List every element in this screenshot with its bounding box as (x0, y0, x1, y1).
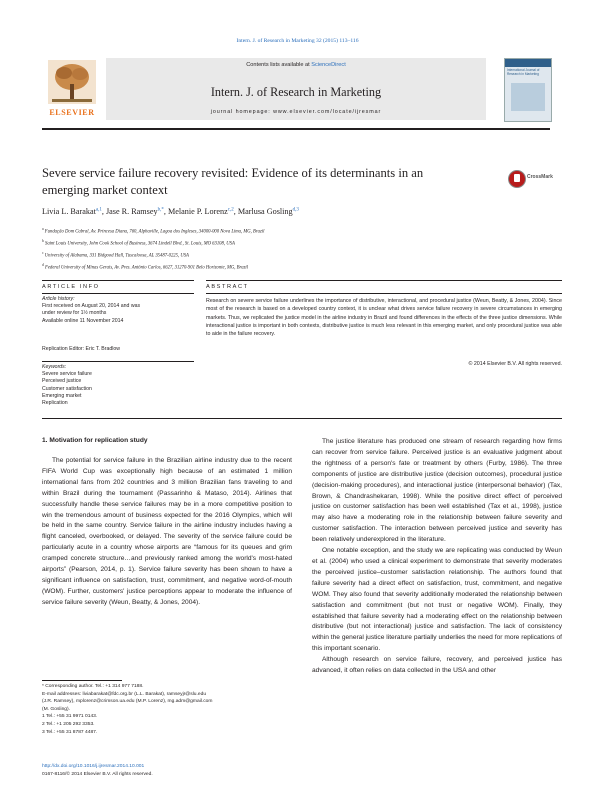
keyword-item: Customer satisfaction (42, 385, 92, 392)
history-label: Article history: (42, 296, 75, 302)
abstract-text: Research on severe service failure underlines the importance of distributive, interactional, and procedural justice (Weun, Beatty, & Jones, 2004). Since most of the research is based on a developed country context, it is unclear what drives service failure recovery in severe circumstances in emerging markets. Thus, we replicated the justice model in the airline industry in Brazil and found differences in the effects of the three justice dimensions. While interactional justice is important in both contexts, distributive justice is much less relevant in this emerging market, and only procedural justice was able to aide in the failure recovery. (206, 298, 562, 338)
abstract-rule-bottom (42, 418, 562, 419)
doi-block (42, 763, 153, 778)
elsevier-logo[interactable] (42, 58, 102, 122)
history-line: First received on August 20, 2014 and was (42, 303, 141, 310)
elsevier-tree-icon (48, 60, 96, 104)
abstract-rule (206, 293, 562, 294)
author-sup[interactable]: c,2 (227, 207, 234, 213)
affiliation-item: $^b$ Saint Louis University, John Cook School of Business, 3674 Lindell Blvd., St. Louis, MO 63108, USA (42, 239, 235, 247)
footnote-item: 3 Tel.: +55 31 8787 4487. (42, 729, 98, 735)
article-info-rule-top (42, 280, 194, 281)
author-sup[interactable]: b,* (157, 207, 164, 213)
author-name[interactable]: Melanie P. Lorenz (167, 207, 228, 216)
running-head[interactable]: Intern. J. of Research in Marketing 32 (2015) 113–116 (236, 38, 359, 44)
contents-prefix: Contents lists available at (246, 62, 312, 68)
header-rule (42, 128, 550, 130)
journal-banner (42, 58, 550, 122)
footnote-item: 1 Tel.: +55 31 9971 0143. (42, 714, 98, 720)
keyword-item: Emerging market (42, 392, 82, 399)
journal-title: Intern. J. of Research in Marketing (210, 85, 382, 99)
author-sup[interactable]: a,1 (95, 207, 102, 213)
crossmark-icon (508, 170, 526, 188)
article-info-heading: ARTICLE INFO (42, 284, 100, 290)
issn-line: 0167-8116/© 2014 Elsevier B.V. All rights reserved. (42, 771, 153, 777)
cover-band (505, 59, 551, 67)
footnote-item: 2 Tel.: +1 205 292 3353. (42, 721, 95, 727)
body-paragraph: The justice literature has produced one stream of research regarding how firms can recover from service failure. Perceived justice is an evaluative judgment about the rightness of a person's fate or treatment by others (Furby, 1986). The three components of justice are distributive justice (decision outcomes), procedural justice (decision-making procedures), and interactional justice (interpersonal behavior) (Tax, Brown, & Chandrashekaran, 1998). While the positive direct effect of perceived justice on customer satisfaction has been well established (Tax et al., 1998), justice may also have a moderating role in the relationship between failure severity and customer satisfaction. The interaction between perceived justice and severity has been relatively underexplored in the literature. (312, 438, 562, 544)
author-name[interactable]: Livia L. Barakat (42, 207, 96, 216)
abstract-rule-top (206, 280, 562, 281)
keyword-item: Replication (42, 400, 68, 407)
history-line: under review for 1½ months (42, 310, 107, 317)
body-paragraph: The potential for service failure in the Brazilian airline industry due to the recent FIFA World Cup was exceptionally high because of an estimated 1 million international fans from 202 countries and 3 million Brazilian fans traveling to and within Brazil during the tournament (Passarinho & Mataso, 2014). Airlines that successfully handle these service failures may be in a more competitive position to win the tremendous amount of business expected for the 2016 Olympics, which will be held in the same country. Service failure in the airline industry includes having a flight canceled, overbooked, or delayed. The severity of the service failure could be particularly acute in a country whose airports are “famous for its queues and grim cramped concrete structure…and previously ranked among the world's most-hated airports” (Pearson, 2014, p. 1). Service failure severity has been shown to have a significant influence on satisfaction, trust, commitment, and negative word-of-mouth (WOM). Further, customers' justice perceptions appear to moderate the influence of service failure severity (Weun, Beatty, & Jones, 2004). (42, 457, 292, 606)
affiliation-item: $^c$ University of Alabama, 331 Bidgood Hall, Tuscaloosa, AL 35487-0225, USA (42, 251, 189, 259)
crossmark-label: CrossMark (527, 174, 553, 180)
cover-art (511, 83, 545, 111)
affiliation-item: $^d$ Federal University of Minas Gerais, Av. Pres. Antônio Carlos, 6627, 31270-901 Belo Horizonte, MG, Brazil (42, 263, 249, 272)
right-column (312, 437, 562, 677)
footnote-item: * Corresponding author. Tel.: +1 314 977 7188. (42, 684, 144, 689)
footnote-item[interactable]: E-mail addresses: liviabarakat@fdc.org.br (L.L. Barakat), ramseyjr@slu.edu (42, 691, 207, 697)
body-paragraph: Although research on service failure, recovery, and perceived justice has advanced, it often relies on data collected in the USA and other (312, 656, 562, 675)
keyword-item: Severe service failure (42, 371, 92, 378)
author-sup[interactable]: d,3 (292, 207, 299, 213)
journal-homepage[interactable]: journal homepage: www.elsevier.com/locate/ijresmar (210, 109, 382, 115)
keywords-rule (42, 361, 194, 362)
abstract-copyright: © 2014 Elsevier B.V. All rights reserved. (468, 361, 562, 367)
author-list: Livia L. Barakat$^{a,1}$, Jase R. Ramsey$^{b,*}$, Melanie P. Lorenz$^{c,2}$, Marlusa Gosling$^{d,3}$ (42, 207, 299, 216)
affiliation-item: $^a$ Fundação Dom Cabral, Av. Princesa Diana, 760, Alphaville, Lagoa dos Ingleses, 34000-000 Nova Lima, MG, Brazil (42, 227, 265, 235)
keywords-block (42, 364, 194, 407)
history-line: Available online 11 November 2014 (42, 317, 124, 324)
footnote-item[interactable]: (J.R. Ramsey), mplorenz@crimson.ua.edu (M.P. Lorenz), mg.adm@gmail.com (42, 699, 213, 705)
body-paragraph: One notable exception, and the study we are replicating was conducted by Weun et al. (2004) who used a clinical experiment to demonstrate that severity moderates the perceived justice–customer satisfaction relationship. The authors found that failure severity had a direct effect on satisfaction, trust, commitment, and negative WOM. They also found that severity additionally moderated the relationship between satisfaction and commitment (but not trust or negative WOM). Finally, they established that failure severity had a moderating effect on the relationship between distributive (but not interactional) justice and satisfaction. The lack of consistency within the general justice literature partially underlies the need for more replications of this important scenario. (312, 547, 562, 653)
crossmark-badge[interactable] (508, 170, 558, 190)
author-name[interactable]: Jase R. Ramsey (105, 207, 158, 216)
author-name[interactable]: Marlusa Gosling (237, 207, 293, 216)
journal-info-box (106, 58, 486, 120)
doi-link[interactable]: http://dx.doi.org/10.1016/j.ijresmar.2014.10.001 (42, 764, 145, 769)
article-info-rule (42, 293, 194, 294)
abstract-heading: ABSTRACT (206, 284, 249, 290)
footnote-rule (42, 680, 122, 681)
keyword-item: Perceived justice (42, 378, 82, 385)
keywords-label: Keywords: (42, 364, 67, 370)
journal-cover-thumbnail[interactable] (504, 58, 552, 122)
elsevier-wordmark: ELSEVIER (49, 108, 95, 117)
sciencedirect-link[interactable]: ScienceDirect (311, 62, 346, 68)
contents-line (106, 62, 486, 68)
cover-title: International Journal of Research in Marketing (507, 68, 540, 76)
article-history (42, 296, 194, 325)
replication-editor: Replication Editor: Eric T. Bradlow (42, 346, 121, 352)
left-column (42, 456, 292, 609)
footnote-item: (M. Gosling). (42, 706, 70, 712)
affiliations (42, 225, 562, 274)
footnotes (42, 683, 292, 736)
section-heading: 1. Motivation for replication study (42, 437, 148, 444)
article-title: Severe service failure recovery revisited: Evidence of its determinants in an emerging market context (42, 166, 424, 197)
